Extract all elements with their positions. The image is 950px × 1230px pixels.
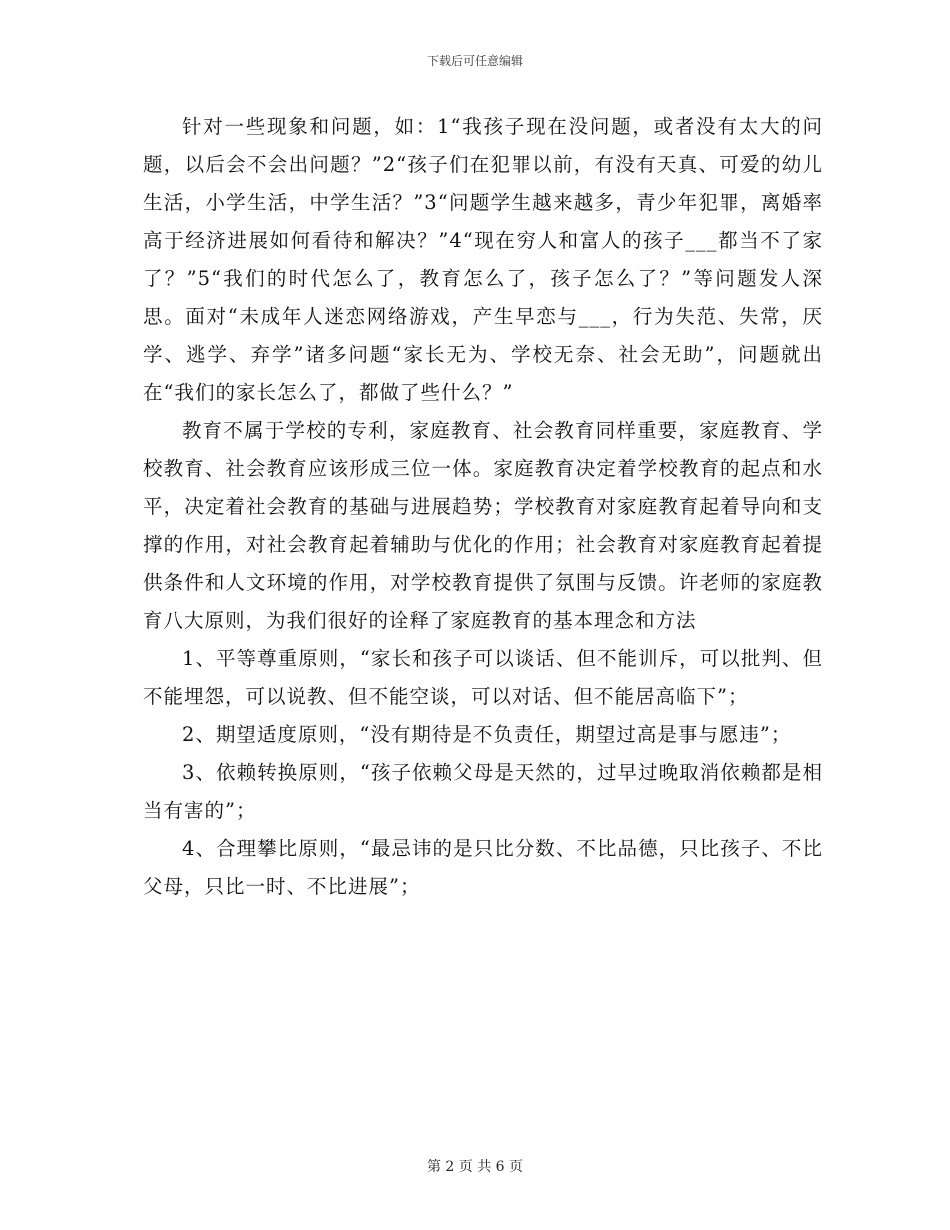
paragraph-education-system: 教育不属于学校的专利，家庭教育、社会教育同样重要，家庭教育、学校教育、社会教育应该形成三位一体。家庭教育决定着学校教育的起点和水平，决定着社会教育的基础与进展趋势；学校教育对家庭教育起着导向和支撑的作用，对社会教育起着辅助与优化的作用；社会教育对家庭教育起着提供条件和人文环境的作用，对学校教育提供了氛围与反馈。许老师的家庭教育八大原则，为我们很好的诠释了家庭教育的基本理念和方法: [143, 419, 823, 632]
principle-1-equality-respect: 1、平等尊重原则，“家长和孩子可以谈话、但不能训斥，可以批判、但不能埋怨，可以说教、但不能空谈，可以对话、但不能居高临下”；: [143, 647, 823, 708]
principle-3-dependence-transition: 3、依赖转换原则，“孩子依赖父母是天然的，过早过晚取消依赖都是相当有害的”；: [143, 761, 823, 822]
principle-4-reasonable-comparison: 4、合理攀比原则，“最忌讳的是只比分数、不比品德，只比孩子、不比父母，只比一时、不比进展”；: [143, 837, 823, 898]
document-body: [143, 108, 823, 906]
page-number: 第 2 页 共 6 页: [426, 1159, 524, 1175]
principle-2-moderate-expectation: 2、期望适度原则，“没有期待是不负责任，期望过高是事与愿违”；: [182, 723, 792, 746]
page-header: 下载后可任意编辑: [426, 54, 523, 68]
paragraph-social-problems: 针对一些现象和问题，如：1“我孩子现在没问题，或者没有太大的问题，以后会不会出问题？”2“孩子们在犯罪以前，有没有天真、可爱的幼儿生活，小学生活，中学生活？”3“问题学生越来越多，青少年犯罪，离婚率高于经济进展如何看待和解决？”4“现在穷人和富人的孩子___都当不了家了？”5“我们的时代怎么了，教育怎么了，孩子怎么了？”等问题发人深思。面对“未成年人迷恋网络游戏，产生早恋与___，行为失范、失常，厌学、逃学、弃学”诸多问题“家长无为、学校无奈、社会无助”，问题就出在“我们的家长怎么了，都做了些什么？”: [143, 115, 823, 404]
